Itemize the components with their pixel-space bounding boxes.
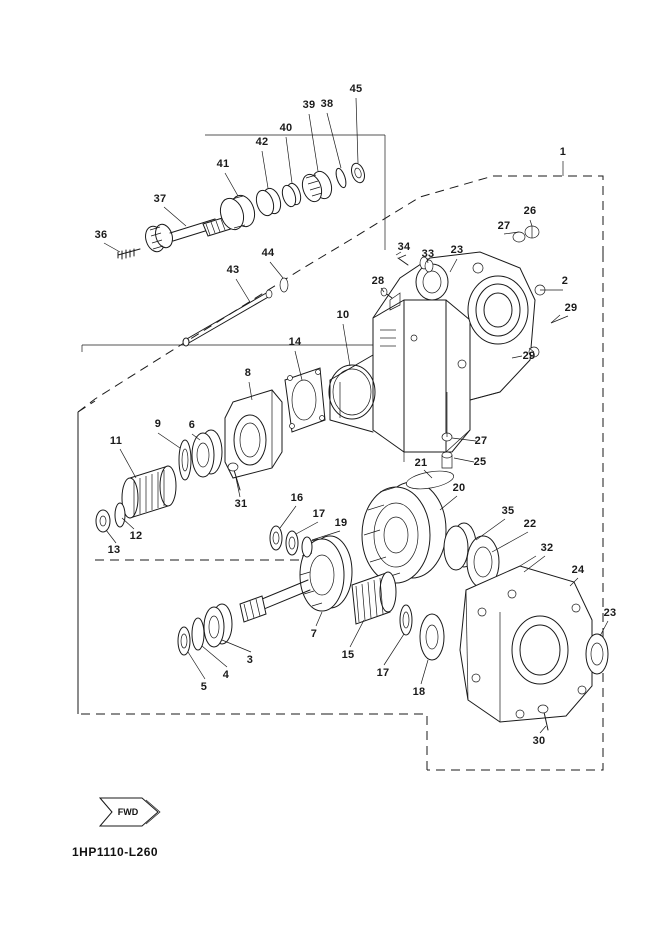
- callout-40: 40: [279, 122, 293, 134]
- oring-and-gasket: [285, 365, 375, 432]
- callout-11: 11: [109, 435, 123, 447]
- callout-14: 14: [288, 336, 302, 348]
- callout-22: 22: [523, 518, 537, 530]
- callout-19: 19: [334, 517, 348, 529]
- callout-43: 43: [226, 264, 240, 276]
- callout-33: 33: [421, 248, 435, 260]
- callout-18: 18: [412, 686, 426, 698]
- callout-35: 35: [501, 505, 515, 517]
- callout-23-top: 23: [450, 244, 464, 256]
- callout-15: 15: [341, 649, 355, 661]
- callout-39: 39: [302, 99, 316, 111]
- callout-37: 37: [153, 193, 167, 205]
- callout-27-mid: 27: [474, 435, 488, 447]
- callout-23-lower: 23: [603, 607, 617, 619]
- callout-2: 2: [561, 275, 569, 287]
- callout-44: 44: [261, 247, 275, 259]
- callout-26: 26: [523, 205, 537, 217]
- callout-10: 10: [336, 309, 350, 321]
- callout-28: 28: [371, 275, 385, 287]
- callout-27-top: 27: [497, 220, 511, 232]
- callout-13: 13: [107, 544, 121, 556]
- callout-9: 9: [154, 418, 162, 430]
- callout-7: 7: [310, 628, 318, 640]
- callout-31: 31: [234, 498, 248, 510]
- callout-17-upper: 17: [312, 508, 326, 520]
- callout-29-lower: 29: [522, 350, 536, 362]
- callout-8: 8: [244, 367, 252, 379]
- callout-4: 4: [222, 669, 230, 681]
- callout-16: 16: [290, 492, 304, 504]
- callout-17-lower: 17: [376, 667, 390, 679]
- callout-3: 3: [246, 654, 254, 666]
- callout-25: 25: [473, 456, 487, 468]
- callout-1: 1: [559, 146, 567, 158]
- fwd-direction-label: FWD: [117, 807, 139, 817]
- coupling-gear-assembly: [96, 390, 282, 532]
- callout-36: 36: [94, 229, 108, 241]
- ring-gear-assembly: [362, 468, 499, 588]
- callout-30: 30: [532, 735, 546, 747]
- diagram-part-number: 1HP1110-L260: [72, 845, 159, 859]
- callout-41: 41: [216, 158, 230, 170]
- callout-20: 20: [452, 482, 466, 494]
- gear-case-housing: [330, 252, 545, 462]
- callout-45: 45: [349, 83, 363, 95]
- callout-5: 5: [200, 681, 208, 693]
- callout-6: 6: [188, 419, 196, 431]
- callout-32: 32: [540, 542, 554, 554]
- callout-29-upper: 29: [564, 302, 578, 314]
- callout-34: 34: [397, 241, 411, 253]
- callout-38: 38: [320, 98, 334, 110]
- callout-42: 42: [255, 136, 269, 148]
- callout-24: 24: [571, 564, 585, 576]
- callout-21: 21: [414, 457, 428, 469]
- pinion-shaft-assembly: [118, 162, 367, 259]
- callout-12: 12: [129, 530, 143, 542]
- shift-rod-assembly: [183, 278, 288, 346]
